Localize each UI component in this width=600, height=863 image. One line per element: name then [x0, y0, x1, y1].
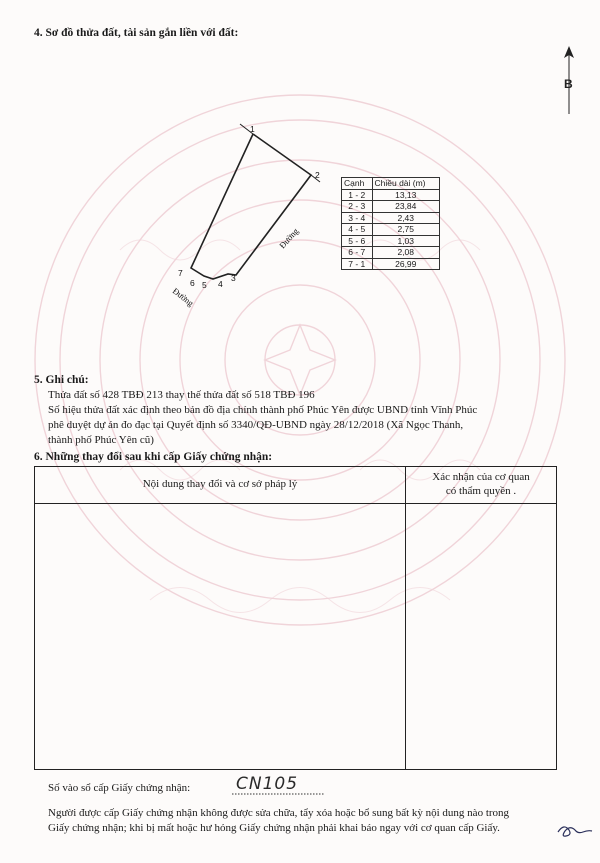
- length-cell: 2,43: [372, 212, 440, 224]
- edge-col-header: Cạnh: [342, 178, 373, 190]
- north-arrow-icon: [558, 44, 580, 116]
- initials-scribble-icon: [555, 818, 595, 840]
- point-label: 4: [218, 279, 223, 289]
- road-label: Đường: [277, 225, 301, 251]
- length-cell: 13,13: [372, 189, 440, 201]
- edge-cell: 7 - 1: [342, 258, 373, 270]
- plot-boundary: [191, 134, 311, 279]
- table-row: [342, 235, 440, 247]
- length-cell: 23,84: [372, 201, 440, 213]
- section5-title: 5. Ghi chú:: [34, 374, 89, 386]
- point-label: 5: [202, 280, 207, 290]
- note-line: thành phố Phúc Yên cũ): [48, 434, 154, 446]
- edge-cell: 4 - 5: [342, 224, 373, 236]
- road-label: Đường: [170, 285, 196, 309]
- length-cell: 2,08: [372, 247, 440, 259]
- edge-cell: 6 - 7: [342, 247, 373, 259]
- notes-block: [48, 388, 477, 448]
- length-cell: 2,75: [372, 224, 440, 236]
- note-line: Số hiệu thửa đất xác định theo bản đồ địa chính thành phố Phúc Yên được UBND tỉnh Vĩnh Phúc: [48, 404, 478, 416]
- section4-title: 4. Sơ đồ thửa đất, tài sản gắn liền với đất:: [34, 27, 239, 39]
- table-row: [342, 189, 440, 201]
- note-line: Thửa đất số 428 TBĐ 213 thay thế thửa đất số 518 TBĐ 196: [48, 389, 315, 401]
- changes-table: [34, 466, 557, 770]
- table-row: [342, 201, 440, 213]
- length-col-header: Chiều dài (m): [372, 178, 440, 190]
- section6-title: 6. Những thay đổi sau khi cấp Giấy chứng nhận:: [34, 451, 273, 463]
- table-row: [342, 258, 440, 270]
- registry-label: Số vào sổ cấp Giấy chứng nhận:: [48, 782, 191, 794]
- length-cell: 1,03: [372, 235, 440, 247]
- table-row: [342, 212, 440, 224]
- authority-header-line: có thẩm quyền .: [445, 485, 517, 497]
- edge-cell: 2 - 3: [342, 201, 373, 213]
- warning-line: Giấy chứng nhận; khi bị mất hoặc hư hỏng Giấy chứng nhận phải khai báo ngay với cơ quan cấp Giấy.: [48, 822, 500, 834]
- length-cell: 26,99: [372, 258, 440, 270]
- header-divider: [35, 503, 556, 504]
- changes-content-header: Nội dung thay đổi và cơ sở pháp lý: [142, 478, 298, 490]
- registry-underline: [232, 791, 324, 797]
- edge-cell: 5 - 6: [342, 235, 373, 247]
- registry-number: CN105: [236, 774, 299, 794]
- warning-line: Người được cấp Giấy chứng nhận không được sửa chữa, tẩy xóa hoặc bổ sung bất kỳ nội dung nào trong: [48, 807, 510, 819]
- point-label: 1: [250, 124, 255, 134]
- edge-cell: 1 - 2: [342, 189, 373, 201]
- edge-cell: 3 - 4: [342, 212, 373, 224]
- north-label: B: [564, 77, 573, 91]
- land-plot-sketch: [160, 118, 330, 318]
- point-label: 2: [315, 170, 320, 180]
- edge-length-table: [341, 177, 440, 270]
- table-row: [342, 224, 440, 236]
- table-row: [342, 247, 440, 259]
- point-label: 3: [231, 273, 236, 283]
- point-label: 6: [190, 278, 195, 288]
- note-line: phê duyệt dự án đo đạc tại Quyết định số 3340/QĐ-UBND ngày 28/12/2018 (Xã Ngọc Thanh,: [48, 419, 464, 431]
- point-label: 7: [178, 268, 183, 278]
- authority-header-line: Xác nhận của cơ quan: [432, 471, 530, 483]
- column-divider: [405, 467, 406, 769]
